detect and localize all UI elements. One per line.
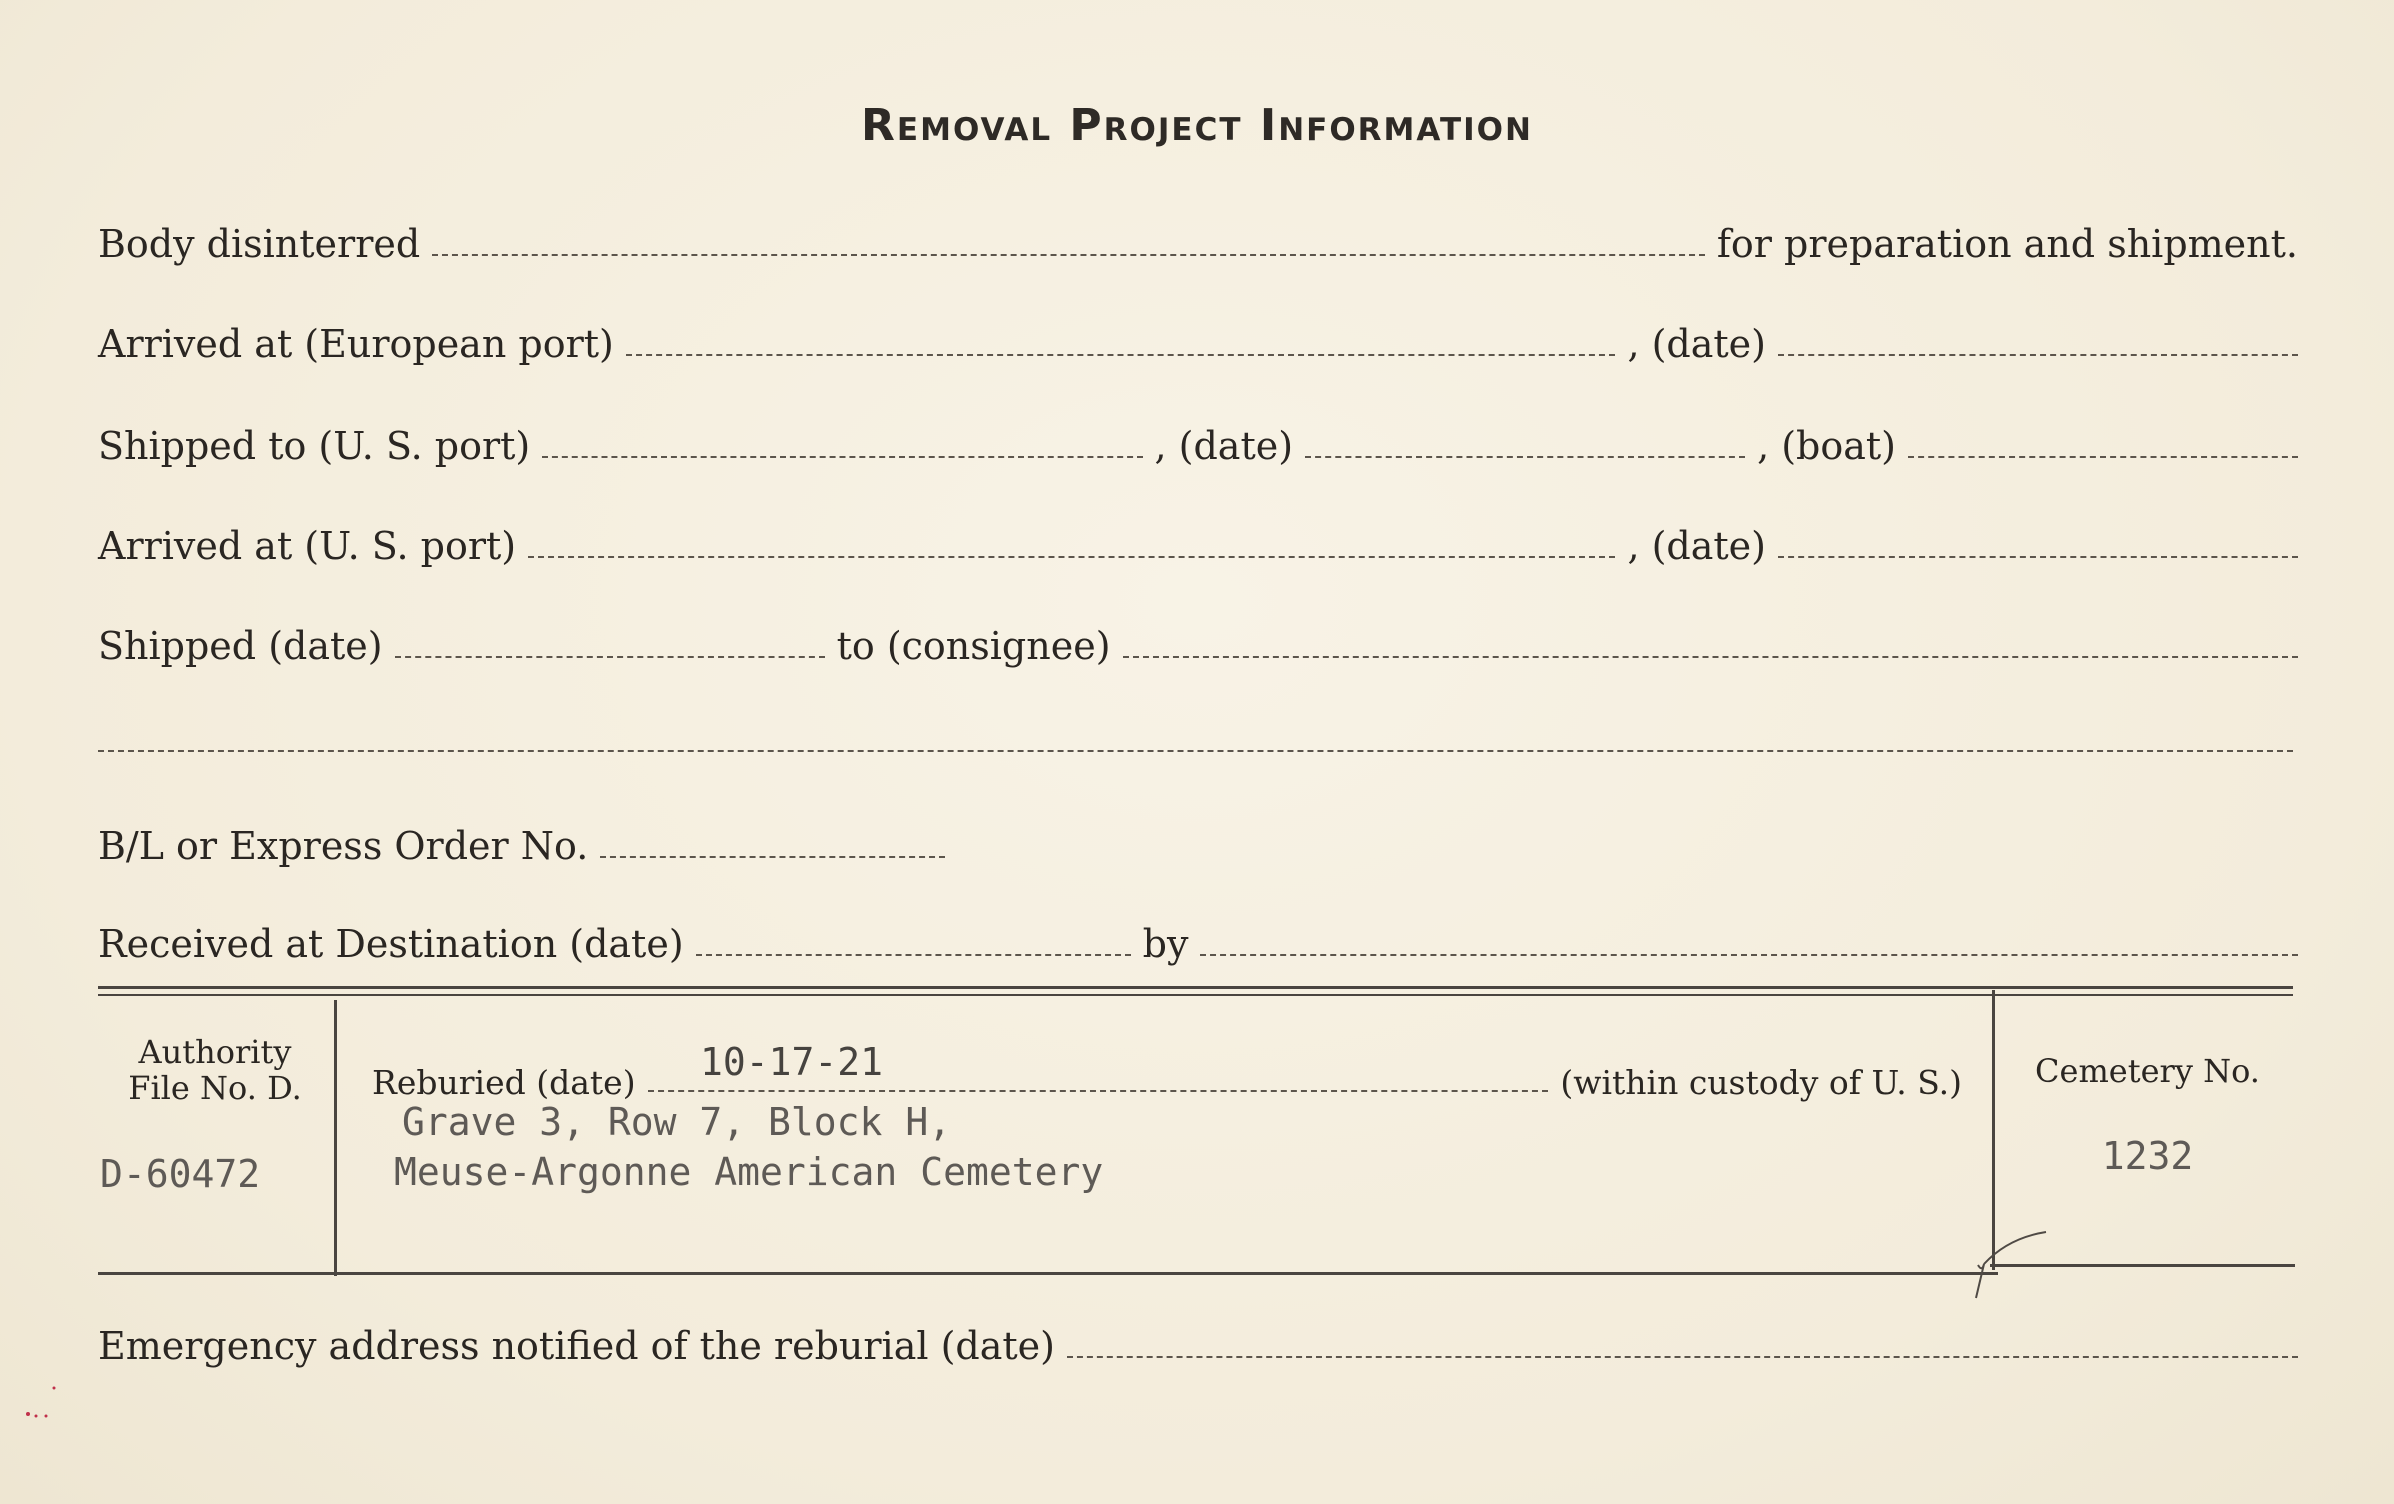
box-top-rule-inner — [98, 994, 2293, 996]
received-date-field[interactable] — [696, 954, 1131, 956]
box-divider-left — [334, 1000, 337, 1276]
shipped-date-label: Shipped (date) — [98, 624, 383, 668]
shipped-date-field[interactable] — [395, 656, 825, 658]
ink-speck-icon — [20, 1380, 60, 1420]
body-disinterred-label: Body disinterred — [98, 222, 421, 266]
date-label-3: , (date) — [1627, 524, 1766, 568]
boat-field[interactable] — [1908, 456, 2298, 458]
box-divider-right — [1992, 990, 1995, 1270]
reburied-date-value: 10-17-21 — [700, 1040, 884, 1084]
authority-label: Authority — [138, 1033, 292, 1071]
row-arrived-us — [98, 524, 2298, 568]
shipped-us-label: Shipped to (U. S. port) — [98, 424, 531, 468]
arrived-european-date-field[interactable] — [1778, 354, 2298, 356]
cemetery-name: Meuse-Argonne American Cemetery — [394, 1150, 1104, 1194]
body-disinterred-field[interactable] — [432, 254, 1705, 256]
arrived-us-label: Arrived at (U. S. port) — [98, 524, 517, 568]
row-shipped-date — [98, 624, 2298, 668]
arrived-us-date-field[interactable] — [1778, 556, 2298, 558]
arrived-european-field[interactable] — [626, 354, 1616, 356]
authority-label-block — [100, 1034, 330, 1106]
row-emergency — [98, 1324, 2298, 1368]
box-bottom-rule-left — [98, 1272, 1998, 1275]
bl-order-field[interactable] — [600, 856, 945, 858]
received-destination-label: Received at Destination (date) — [98, 922, 684, 966]
file-no-label: File No. D. — [128, 1069, 302, 1107]
emergency-date-field[interactable] — [1067, 1356, 2298, 1358]
arrived-us-field[interactable] — [528, 556, 1615, 558]
row-received-destination — [98, 922, 2298, 966]
pencil-checkmark-icon — [1968, 1230, 2048, 1300]
row-reburied — [372, 1062, 1962, 1102]
row-shipped-us — [98, 424, 2298, 468]
row-bl-order — [98, 824, 998, 868]
card-title: Removal Project Information — [861, 100, 1533, 151]
reburied-date-field[interactable] — [648, 1090, 1549, 1092]
consignee-continued-field[interactable] — [98, 750, 2293, 752]
date-label-1: , (date) — [1627, 322, 1766, 366]
file-no-value: D-60472 — [100, 1152, 261, 1196]
row-arrived-european — [98, 322, 2298, 366]
for-preparation-label: for preparation and shipment. — [1716, 222, 2298, 266]
bl-order-label: B/L or Express Order No. — [98, 824, 589, 868]
boat-label: , (boat) — [1757, 424, 1896, 468]
by-label: by — [1142, 922, 1189, 966]
custody-label: (within custody of U. S.) — [1560, 1063, 1962, 1102]
emergency-label: Emergency address notified of the reburial (date) — [98, 1324, 1055, 1368]
consignee-field[interactable] — [1123, 656, 2298, 658]
received-by-field[interactable] — [1200, 954, 2298, 956]
to-consignee-label: to (consignee) — [836, 624, 1111, 668]
box-top-rule — [98, 986, 2293, 989]
shipped-us-port-field[interactable] — [542, 456, 1142, 458]
shipped-us-date-field[interactable] — [1305, 456, 1745, 458]
arrived-european-label: Arrived at (European port) — [98, 322, 614, 366]
row-consignee-continued — [98, 722, 2293, 762]
row-body-disinterred — [98, 222, 2298, 266]
cemetery-no-label: Cemetery No. — [2035, 1052, 2260, 1090]
date-label-2: , (date) — [1154, 424, 1294, 468]
reburied-label: Reburied (date) — [372, 1063, 636, 1102]
grave-location: Grave 3, Row 7, Block H, — [402, 1100, 952, 1144]
cemetery-no-value: 1232 — [2101, 1134, 2194, 1178]
